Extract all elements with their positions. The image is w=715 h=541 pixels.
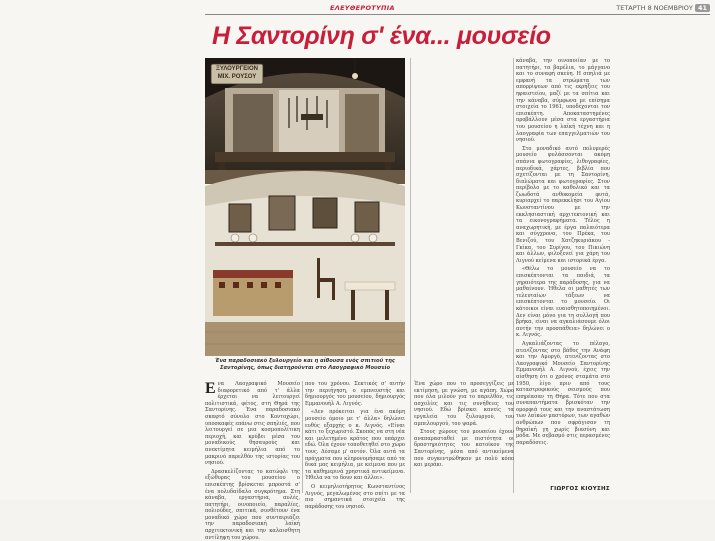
paragraph <box>205 381 300 467</box>
column-divider <box>410 58 411 493</box>
workshop-sign-line1: ΞΥΛΟΥΡΓΕΙΟΝ <box>216 66 258 72</box>
photo-traditional-room <box>205 186 405 356</box>
paragraph: «Δεν πρόκειται για ένα ακόμη μουσείο όμοιο με τ' άλλα» δηλώνει ευθύς εξαρχής ο κ. Λιγνός. «Είναι κάτι το ξεχωριστό. Σκοπός να στη νέα και μελετημένο κράτος που υπάρχει εδώ. Όλα έχουν τοποθετηθεί στο χώρο τους. Δέσαμε μ' αυτόν. Όλα αυτά τα πράγματα που κληρονομήσαμε από τα δικά μας κειμήλια, με κείμενα που με τα καθημερινά χρηστικά αντικείμενα. Ήθελα να το δουν και άλλοι». <box>305 409 405 482</box>
photo-caption: Ένα παραδοσιακό ξυλουργείο και η αίθουσα ενός σπιτιού της Σαντορίνης, όπως διατηρούνται στο Λαογραφικό Μουσείο <box>214 358 395 371</box>
page-header <box>330 2 710 14</box>
traditional-room-image <box>205 186 405 356</box>
article-column-4 <box>516 58 610 493</box>
author-byline: ΓΙΩΡΓΟΣ ΚΙΟΥΣΗΣ <box>550 486 610 492</box>
workshop-sign <box>213 66 261 81</box>
article-column-1 <box>205 380 300 541</box>
article-headline: Η Σαντορίνη σ' ένα... μουσείο <box>212 22 551 50</box>
paragraph: Αγκαλιάζοντας το πέλαγο, ατενίζοντας στο βάθος την Ανάφη και την Αμοργό, ατενίζοντας στο Λαογραφικό Μουσείο Σαντορίνης Εμμανουήλ Α. Λιγνού, έχεις την αίσθηση ότι ο χρόνος σταμάτα στο 1950, λίγο πριν από τους καταστροφικούς σεισμούς που επηρέασαν τη Θήρα. Τότε που στα συναπαντήματα βρισκόταν την ομορφιά τους και την αναστάτωση των λαϊκών μαστόρων, των αγαθών ανθρώπων που σφράγισαν τη θηραϊκή γη χωρίς βιασύνη και μόδα. Με σεβασμό στις περασμένες παραδόσεις. <box>516 340 610 446</box>
paragraph: Δρασκελίζοντας το κατώφλι της εξώθυρας του μουσείου ο επισκέπτης βρίσκεται μπροστά σ' ένα πολυδαίδαλο συγκρότημα. Στη κάναβα, εργαστήρια, αυλές, πατητήρι, οινοποιείο, παραλίες, πολιούδες, σπιτικά, συνθέτουν ένα μοναδικό χώρο που συνταιριάζει την παραδοσιακή λαϊκή αρχιτεκτονική και την καλαισθητη αντίληψη του χώρου. <box>205 468 300 541</box>
issue-date: ΤΕΤΑΡΤΗ 8 ΝΟΕΜΒΡΙΟΥ <box>616 4 693 12</box>
paragraph-text: να Λαογραφικό Μουσείο διαφορετικό από τ' άλλα έρχεται να λειτουργεί πολιτιστικά, φέτος, στη Θηρά της Σαντορίνης. Ένα παραδοσιακό σκαφτό σύνολο στο Κοντοχώρι, υποσκαφές επάνω στις σπηλιές, που λειτουργεί σε μια κοσμοπολίτικη περιοχή, και κρύβει μέσα του μοναδικούς θησαυρούς και ανεκτίμητα κειμήλια από το μακρινό παρελθόν της ιστορίας του νησιού. <box>205 381 300 467</box>
paragraph: Ο κειμηλιοτήρητος Κωνσταντίνος Λιγνός, μεγαλωμένος στο σπίτι με τα πιο σημαντικά στοιχεία της παράδοσης του νησιού. <box>305 483 405 510</box>
paragraph: που του χρόνου. Σεκτικός σ' αυτήν την περιήγηση, ο εμπνευστής και δημιουργός του μουσείου, δημιουργός Εμμανουήλ Α. Λιγνός. <box>305 381 405 407</box>
paragraph: Στο μοναδικό αυτό πολυμερές μουσείο φυλάσσονται ακόμη σπάνια φωτογραφίες, λιθογραφίες, περιοδικά, χάρτες, βιβλία που σχετίζονται με τη Σαντορίνη, διπλώματα και φωτογραφίες. Στον περίβολο με το καθολικό και τα ζωωδοτά ανθοκομεία φυτά, κυριαρχεί το παρεκκλήσι του Αγίου Κωνσταντίνου με την εκκλησιαστική αρχιτεκτονική και τα εικονογραφήματα. Τέλος η αναχωρητική, με έργα παλαιότερα και σύγχρονα, του Πρέκα, του Βενιζού, του Χατζηκυριάκου - Γκίκα, του Συρίγου, του Πικιώνη και άλλων, φιλοξενεί για χάρη του Λιγνού κείμενα και ιστορικά έργα. <box>516 145 610 264</box>
column-divider <box>302 381 303 493</box>
newspaper-name: ΕΛΕΥΘΕΡΟΤΥΠΙΑ <box>330 4 395 12</box>
workshop-sign-line2: ΜΙΧ. ΡΟΥΣΟΥ <box>217 73 257 80</box>
article-column-3 <box>414 381 514 493</box>
drop-cap: Ε <box>205 380 216 397</box>
photo-carpentry-workshop <box>205 58 405 184</box>
paragraph: Στους χώρους του μουσείου έχουν αναπαρασταθεί με πιστότητα οι δραστηριότητες του κατοίκου της Σαντορίνης, μέσα από αντικείμενα που συγκεντρώθηκαν με πολύ κόπο και μεράκι. <box>414 429 514 469</box>
paragraph: Ένα χώρο που το προσεγγίζεις με εκτίμηση, με γνώση, με αγάπη. Χώρο που όλα μιλούν για το παρελθόν, τις ασχολίες και τις συνήθειες του νησιού. Εδώ βρίσκει κανείς τα εργαλεία του ξυλουργού, του αμπελουργού, του ψαρά. <box>414 381 514 427</box>
paragraph: κάναβα, την οινοποιίαν με το πατητήρι, τα βαρέλια, το μάγγανο και το συναφή σκεύη. Η σπηλιά με εμφανή τα στρώματα των απορρίψεων από τις εκρήξεις του ηφαιστείου, μαζί με τα σπίτια και την κάναβα, σύμφωνα με επίσημα στοιχεία το 1961, υποδέχονται τον επισκέπτη. Αποκαταστημένες προβάλλουν μέσα στα εργαστήρια του μουσείου η λαϊκή τέχνη και η λαογραφία των επαγγελματιών του νησιού. <box>516 58 610 144</box>
article-column-2 <box>305 381 405 510</box>
issue-date-group <box>616 4 710 12</box>
header-rule <box>205 14 710 15</box>
paragraph: «Θέλω το μουσείο να το επισκέπτονται τα παιδιά, τα γηραιότερα της παράδοσης, για να μαθαίνουν. Ήθελα οι μαθητές των τελευταίων τάξεων να επισκέπτονται το μουσείο. Οι κάτοικοι είναι ευαισθητοποιημένοι. Δεν είναι μόνο για τη συλλογή που βρήκα, είναι να αγκαλιάσουμε όλοι αυτήν την προσπάθεια» δηλώνει ο κ. Λιγνός. <box>516 266 610 339</box>
page-number: 41 <box>695 4 710 12</box>
